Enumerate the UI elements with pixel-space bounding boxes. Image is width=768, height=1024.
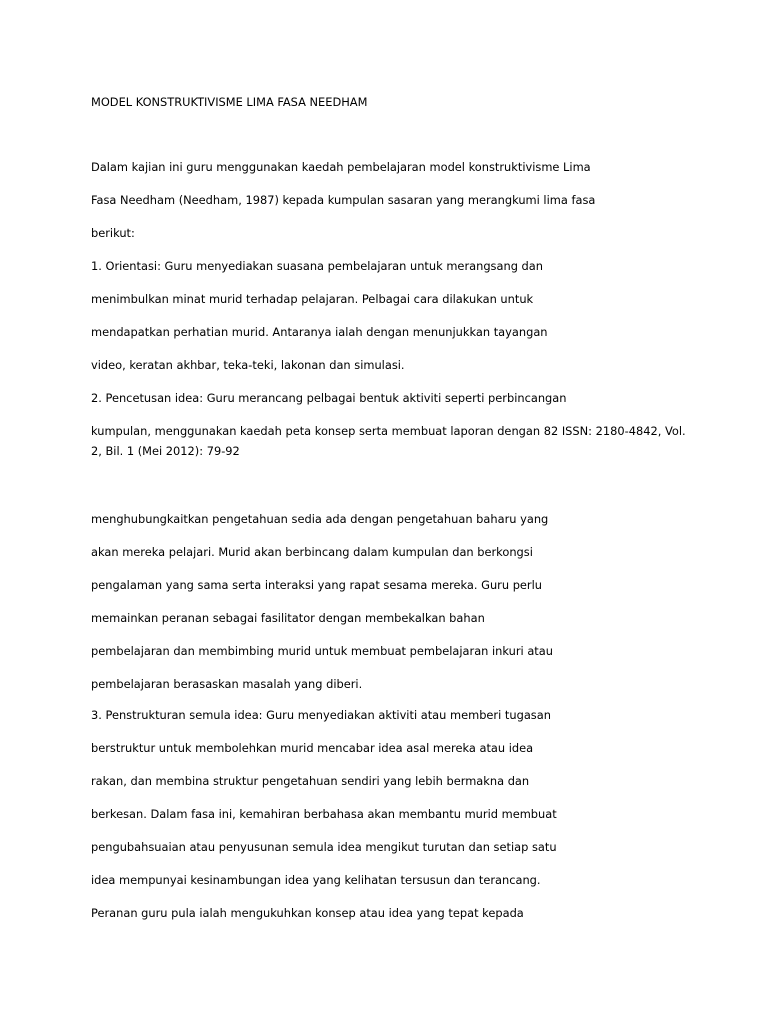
paragraph-line: 3. Penstrukturan semula idea: Guru menyediakan aktiviti atau memberi tugasan bbox=[91, 708, 551, 722]
paragraph-line: 2, Bil. 1 (Mei 2012): 79-92 bbox=[91, 444, 240, 458]
paragraph-line: menghubungkaitkan pengetahuan sedia ada dengan pengetahuan baharu yang bbox=[91, 512, 549, 526]
paragraph-line: idea mempunyai kesinambungan idea yang kelihatan tersusun dan terancang. bbox=[91, 873, 541, 887]
paragraph-line: pengubahsuaian atau penyusunan semula idea mengikut turutan dan setiap satu bbox=[91, 840, 557, 854]
document-title: MODEL KONSTRUKTIVISME LIMA FASA NEEDHAM bbox=[91, 95, 368, 109]
paragraph-line: rakan, dan membina struktur pengetahuan sendiri yang lebih bermakna dan bbox=[91, 774, 530, 788]
paragraph-line: Peranan guru pula ialah mengukuhkan konsep atau idea yang tepat kepada bbox=[91, 906, 524, 920]
paragraph-line: memainkan peranan sebagai fasilitator dengan membekalkan bahan bbox=[91, 611, 485, 625]
paragraph-line: kumpulan, menggunakan kaedah peta konsep serta membuat laporan dengan 82 ISSN: 2180-4842, Vol. bbox=[91, 424, 686, 438]
paragraph-line: Dalam kajian ini guru menggunakan kaedah pembelajaran model konstruktivisme Lima bbox=[91, 160, 591, 174]
paragraph-line: video, keratan akhbar, teka-teki, lakonan dan simulasi. bbox=[91, 358, 405, 372]
paragraph-line: 1. Orientasi: Guru menyediakan suasana pembelajaran untuk merangsang dan bbox=[91, 259, 543, 273]
paragraph-line: pengalaman yang sama serta interaksi yang rapat sesama mereka. Guru perlu bbox=[91, 578, 543, 592]
paragraph-line: pembelajaran berasaskan masalah yang diberi. bbox=[91, 677, 363, 691]
paragraph-line: berkesan. Dalam fasa ini, kemahiran berbahasa akan membantu murid membuat bbox=[91, 807, 557, 821]
paragraph-line: Fasa Needham (Needham, 1987) kepada kumpulan sasaran yang merangkumi lima fasa bbox=[91, 193, 596, 207]
paragraph-line: berstruktur untuk membolehkan murid mencabar idea asal mereka atau idea bbox=[91, 741, 534, 755]
paragraph-line: mendapatkan perhatian murid. Antaranya ialah dengan menunjukkan tayangan bbox=[91, 325, 548, 339]
paragraph-line: menimbulkan minat murid terhadap pelajaran. Pelbagai cara dilakukan untuk bbox=[91, 292, 534, 306]
paragraph-line: berikut: bbox=[91, 226, 135, 240]
paragraph-line: 2. Pencetusan idea: Guru merancang pelbagai bentuk aktiviti seperti perbincangan bbox=[91, 391, 567, 405]
paragraph-line: pembelajaran dan membimbing murid untuk membuat pembelajaran inkuri atau bbox=[91, 644, 553, 658]
paragraph-line: akan mereka pelajari. Murid akan berbincang dalam kumpulan dan berkongsi bbox=[91, 545, 533, 559]
